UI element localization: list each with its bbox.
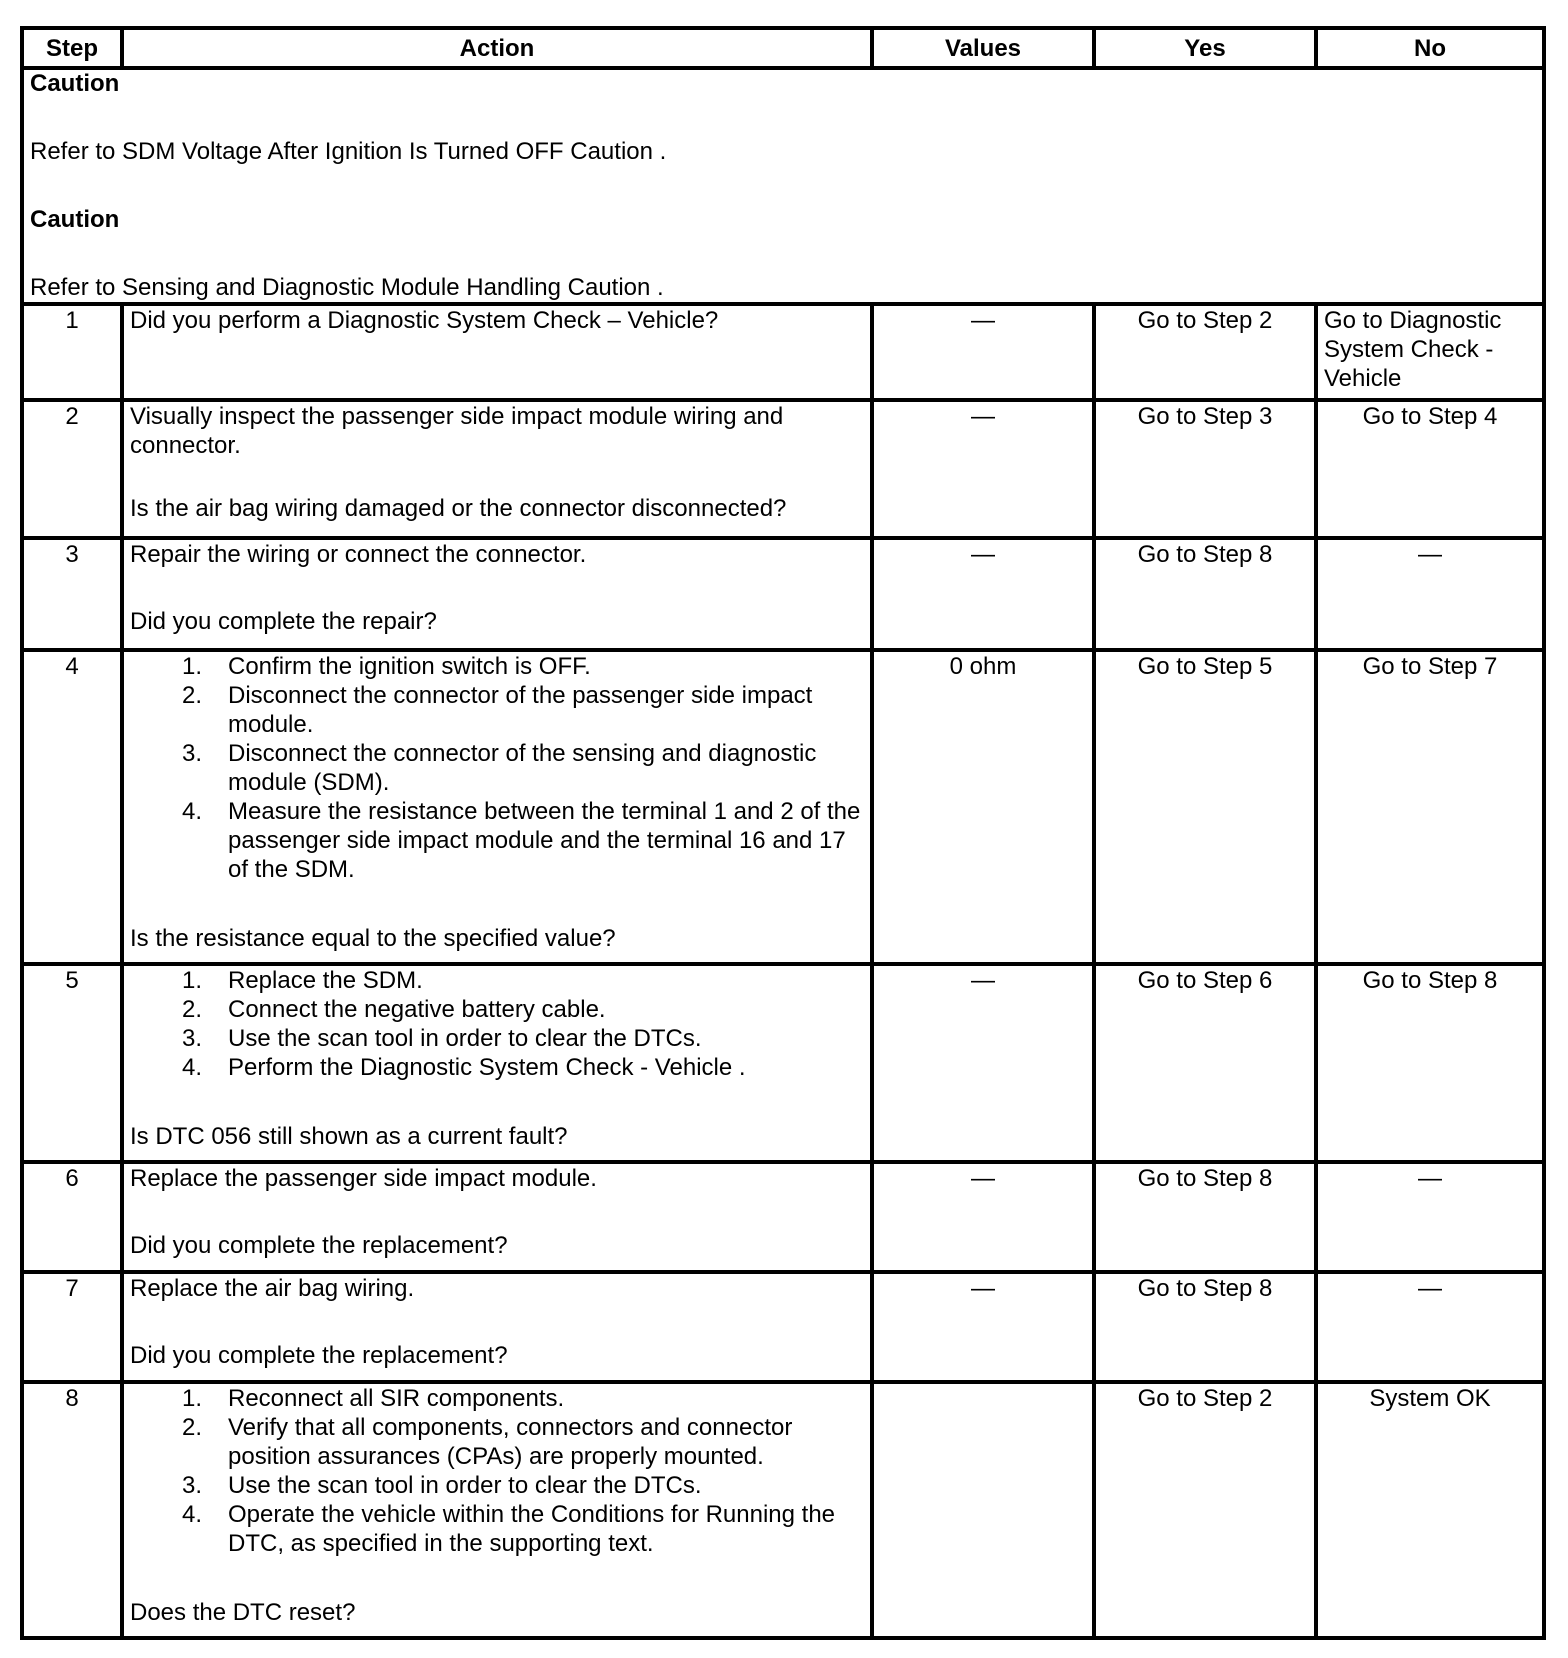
action-cell (122, 1382, 872, 1638)
list-item: Use the scan tool in order to clear the DTCs. (228, 1472, 702, 1499)
table-row (22, 964, 1544, 1162)
no-cell: System OK (1316, 1382, 1544, 1638)
yes-cell: Go to Step 8 (1094, 1162, 1316, 1272)
step-number: 3 (22, 538, 122, 650)
action-cell (122, 1272, 872, 1382)
header-no: No (1316, 28, 1544, 68)
yes-cell: Go to Step 6 (1094, 964, 1316, 1162)
action-instruction: Replace the passenger side impact module. (130, 1165, 597, 1192)
header-row (22, 28, 1544, 68)
action-question: Is the air bag wiring damaged or the connector disconnected? (130, 495, 787, 522)
table-row (22, 1382, 1544, 1638)
values-cell: — (872, 400, 1094, 538)
caution-title: Caution (30, 206, 120, 233)
caution-text: Refer to Sensing and Diagnostic Module Handling Caution . (30, 274, 664, 301)
action-instruction: Visually inspect the passenger side impact module wiring and connector. (130, 403, 784, 459)
yes-cell: Go to Step 5 (1094, 650, 1316, 964)
yes-cell: Go to Step 8 (1094, 538, 1316, 650)
caution-row (22, 68, 1544, 304)
table-row (22, 1162, 1544, 1272)
list-item: Perform the Diagnostic System Check - Vehicle . (228, 1054, 746, 1081)
table-row (22, 1272, 1544, 1382)
action-cell (122, 1162, 872, 1272)
step-number: 2 (22, 400, 122, 538)
values-cell: 0 ohm (872, 650, 1094, 964)
yes-cell: Go to Step 2 (1094, 1382, 1316, 1638)
no-cell: Go to Step 4 (1316, 400, 1544, 538)
list-item: Replace the SDM. (228, 967, 423, 994)
step-number: 8 (22, 1382, 122, 1638)
action-instruction: Replace the air bag wiring. (130, 1275, 415, 1302)
yes-cell: Go to Step 8 (1094, 1272, 1316, 1382)
action-cell (122, 538, 872, 650)
step-number: 7 (22, 1272, 122, 1382)
list-item: Operate the vehicle within the Conditions for Running the DTC, as specified in the supporting text. (228, 1501, 836, 1557)
list-item: Verify that all components, connectors and connector position assurances (CPAs) are properly mounted. (228, 1414, 793, 1470)
action-instruction: Repair the wiring or connect the connector. (130, 541, 587, 568)
caution-title: Caution (30, 70, 120, 97)
header-yes: Yes (1094, 28, 1316, 68)
action-question: Did you complete the repair? (130, 608, 437, 635)
action-question: Is the resistance equal to the specified value? (130, 925, 616, 952)
caution-cell (22, 68, 1544, 304)
diagnostic-table (20, 26, 1546, 1640)
no-cell: Go to Diagnostic System Check - Vehicle (1316, 304, 1544, 400)
values-cell (872, 1382, 1094, 1638)
no-cell: — (1316, 1272, 1544, 1382)
step-number: 5 (22, 964, 122, 1162)
no-cell: Go to Step 7 (1316, 650, 1544, 964)
table-row (22, 400, 1544, 538)
action-question: Did you complete the replacement? (130, 1342, 508, 1369)
action-steps (130, 1384, 864, 1558)
list-item: Reconnect all SIR components. (228, 1385, 565, 1412)
table-row (22, 304, 1544, 400)
action-question: Did you complete the replacement? (130, 1232, 508, 1259)
action-question: Is DTC 056 still shown as a current fault? (130, 1123, 568, 1150)
action-cell (122, 304, 872, 400)
list-item: Connect the negative battery cable. (228, 996, 606, 1023)
values-cell: — (872, 1272, 1094, 1382)
no-cell: — (1316, 538, 1544, 650)
list-item: Disconnect the connector of the passenger side impact module. (228, 682, 813, 738)
list-item: Measure the resistance between the terminal 1 and 2 of the passenger side impact module and the terminal 16 and 17 of the SDM. (228, 798, 861, 883)
action-question: Did you perform a Diagnostic System Check – Vehicle? (130, 307, 719, 334)
table-row (22, 538, 1544, 650)
list-item: Use the scan tool in order to clear the DTCs. (228, 1025, 702, 1052)
values-cell: — (872, 964, 1094, 1162)
header-step: Step (22, 28, 122, 68)
values-cell: — (872, 1162, 1094, 1272)
values-cell: — (872, 538, 1094, 650)
action-cell (122, 964, 872, 1162)
header-values: Values (872, 28, 1094, 68)
action-steps (130, 652, 864, 884)
caution-text: Refer to SDM Voltage After Ignition Is Turned OFF Caution . (30, 138, 667, 165)
step-number: 1 (22, 304, 122, 400)
header-action: Action (122, 28, 872, 68)
action-question: Does the DTC reset? (130, 1599, 356, 1626)
step-number: 4 (22, 650, 122, 964)
list-item: Disconnect the connector of the sensing and diagnostic module (SDM). (228, 740, 817, 796)
table-row (22, 650, 1544, 964)
list-item: Confirm the ignition switch is OFF. (228, 653, 591, 680)
action-cell (122, 400, 872, 538)
action-cell (122, 650, 872, 964)
values-cell: — (872, 304, 1094, 400)
step-number: 6 (22, 1162, 122, 1272)
no-cell: Go to Step 8 (1316, 964, 1544, 1162)
yes-cell: Go to Step 2 (1094, 304, 1316, 400)
action-steps (130, 966, 864, 1082)
no-cell: — (1316, 1162, 1544, 1272)
yes-cell: Go to Step 3 (1094, 400, 1316, 538)
